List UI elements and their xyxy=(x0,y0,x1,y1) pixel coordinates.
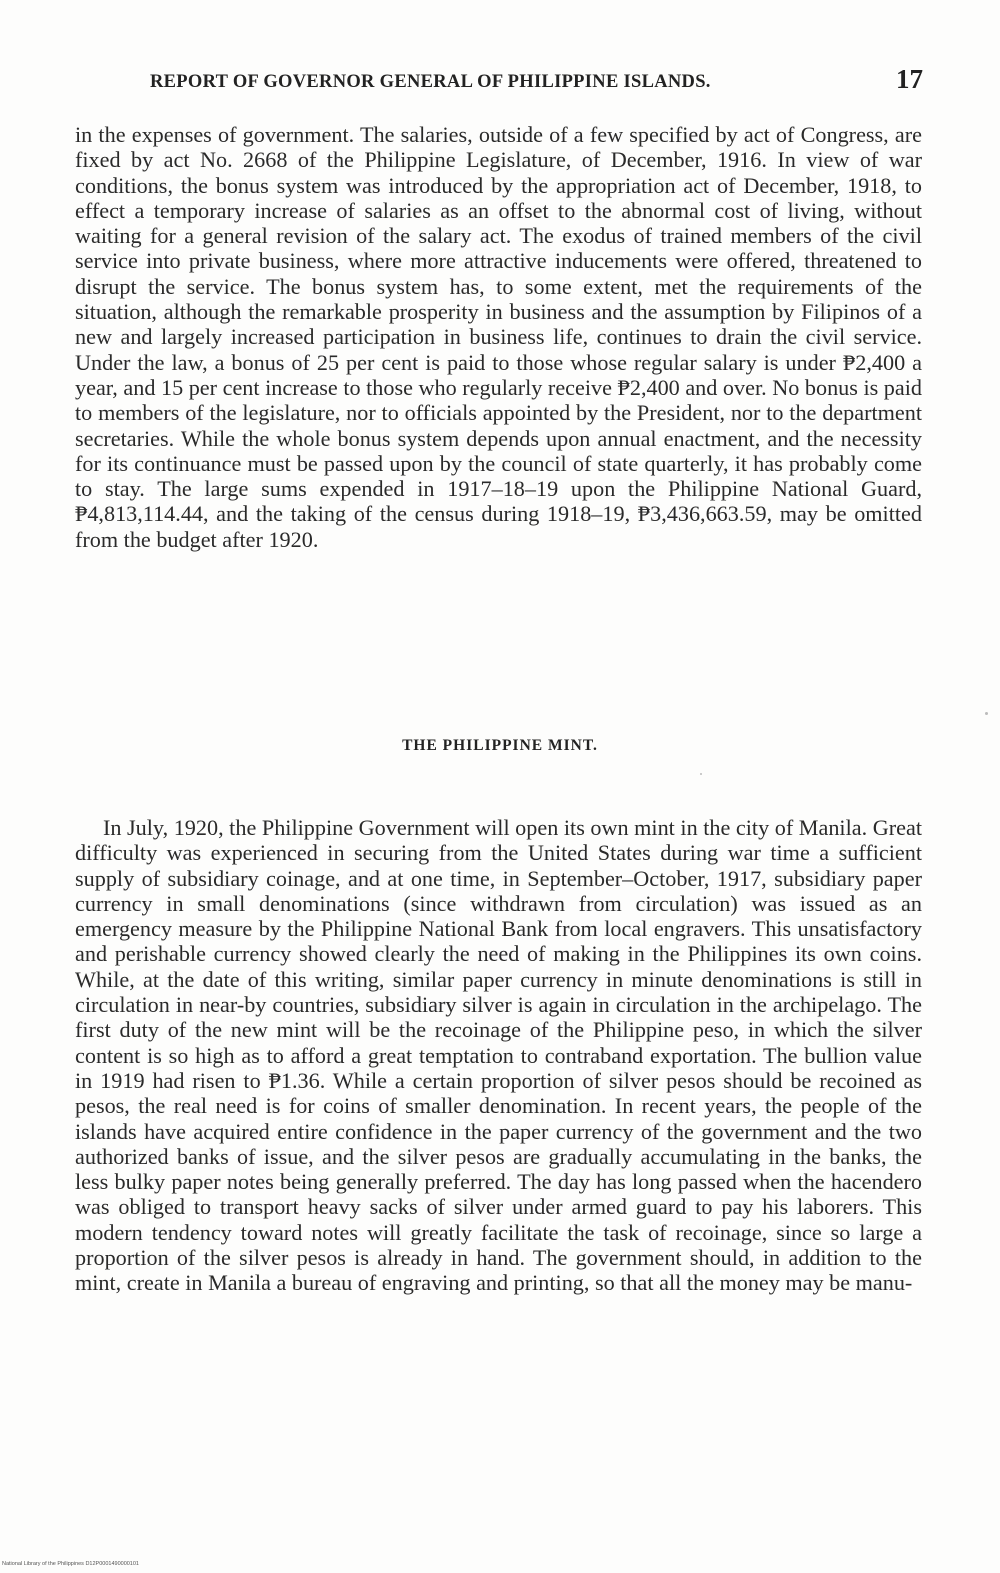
section-heading: THE PHILIPPINE MINT. xyxy=(402,737,598,754)
scan-speck xyxy=(700,773,702,775)
scan-speck xyxy=(985,712,988,715)
scan-credit-footer: National Library of the Philippines D12P0001490000101 xyxy=(2,1561,139,1567)
running-head-title: REPORT OF GOVERNOR GENERAL OF PHILIPPINE ISLANDS. xyxy=(150,72,711,92)
mint-paragraph: In July, 1920, the Philippine Government will open its own mint in the city of Manila. Great difficulty was experienced in securing from the United States during war time a sufficient supply of subsidiary coinage, and at one time, in September–October, 1917, subsidiary paper currency in small denominations (since withdrawn from circulation) was issued as an emergency measure by the Philippine National Bank from local engravers. This unsatisfactory and perishable currency showed clearly the need of making in the Philippines its own coins. While, at the date of this writing, similar paper currency in minute denominations is still in circulation in near-by countries, subsidiary silver is again in circulation in the archipelago. The first duty of the new mint will be the recoinage of the Philippine peso, in which the silver content is so high as to afford a great temptation to contraband exportation. The bullion value in 1919 had risen to ₱1.36. While a certain proportion of silver pesos should be recoined as pesos, the real need is for coins of smaller denomination. In recent years, the people of the islands have acquired entire confidence in the paper currency of the government and the two authorized banks of issue, and the silver pesos are gradually accumulating in the banks, the less bulky paper notes being generally preferred. The day has long passed when the hacendero was obliged to transport heavy sacks of silver under armed guard to pay his laborers. This modern tendency toward notes will greatly facilitate the task of recoinage, since so large a proportion of the silver pesos is already in hand. The government should, in addition to the mint, create in Manila a bureau of engraving and printing, so that all the money may be manu- xyxy=(75,815,922,1296)
body-text-top xyxy=(75,122,922,552)
continued-paragraph: in the expenses of government. The salaries, outside of a few specified by act of Congress, are fixed by act No. 2668 of the Philippine Legislature, of December, 1916. In view of war conditions, the bonus system was introduced by the appropriation act of December, 1918, to effect a temporary increase of salaries as an offset to the abnormal cost of living, without waiting for a general revision of the salary act. The exodus of trained members of the civil service into private business, where more attractive inducements were offered, threatened to disrupt the service. The bonus system has, to some extent, met the requirements of the situation, although the remarkable prosperity in business and the assumption by Filipinos of a new and largely increased participation in business life, continues to drain the civil service. Under the law, a bonus of 25 per cent is paid to those whose regular salary is under ₱2,400 a year, and 15 per cent increase to those who regularly receive ₱2,400 and over. No bonus is paid to members of the legislature, nor to officials appointed by the President, nor to the department secretaries. While the whole bonus system depends upon annual enactment, and the necessity for its continuance must be passed upon by the council of state quarterly, it has probably come to stay. The large sums expended in 1917–18–19 upon the Philippine National Guard, ₱4,813,114.44, and the taking of the census during 1918–19, ₱3,436,663.59, may be omitted from the budget after 1920. xyxy=(75,122,922,552)
page-number: 17 xyxy=(896,64,923,94)
body-text-bottom xyxy=(75,815,922,1296)
